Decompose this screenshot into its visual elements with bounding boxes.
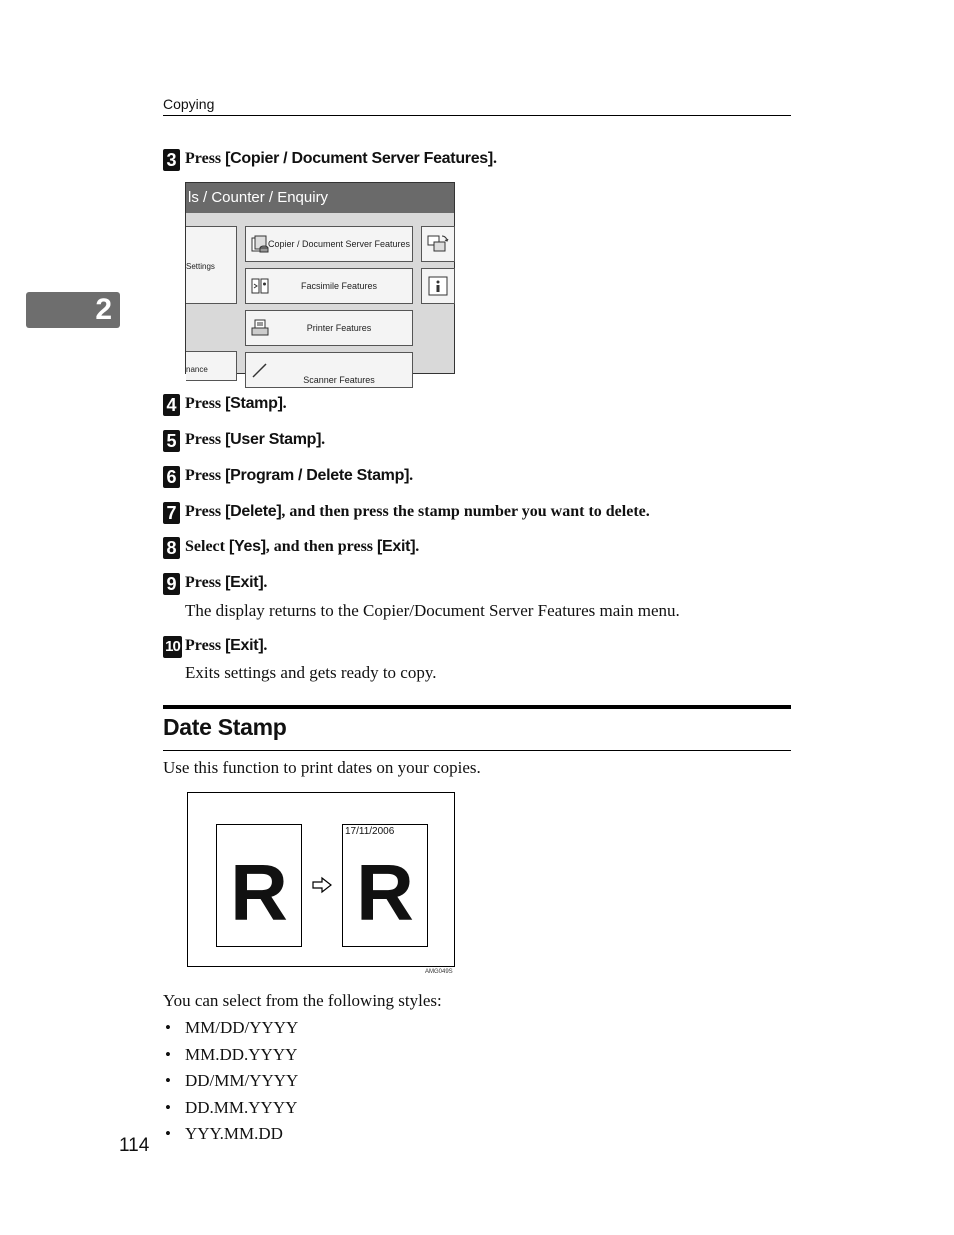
ui-key-name: [Exit]: [377, 538, 416, 555]
step-number: 9: [163, 573, 180, 595]
section-intro: Use this function to print dates on your copies.: [163, 758, 481, 777]
instruction-text: , and then press the stamp number you want to delete.: [281, 503, 650, 520]
page-number: 114: [119, 1135, 150, 1156]
instruction-text: Press: [185, 637, 226, 654]
list-item: • MM.DD.YYYY: [163, 1044, 298, 1071]
instruction-text: , and then press: [265, 538, 378, 555]
ui-key-name: [Stamp]: [225, 395, 283, 412]
ui-key-name: [Delete]: [225, 503, 282, 520]
instruction-text: .: [409, 467, 414, 484]
list-item: • DD/MM/YYYY: [163, 1070, 298, 1097]
copier-features-label: Copier / Document Server Features: [267, 238, 411, 249]
step-text: [185, 431, 325, 449]
step-text: [185, 395, 287, 413]
settings-side-button[interactable]: [186, 226, 237, 304]
step-text: [185, 150, 497, 168]
ui-key-name: [Exit]: [225, 574, 264, 591]
switch-screen-icon: [426, 233, 450, 255]
instruction-text: Select: [185, 538, 229, 555]
ui-key-name: [Copier / Document Server Features]: [225, 150, 493, 167]
running-head: Copying: [163, 96, 215, 112]
step-text: [185, 538, 419, 556]
chapter-tab: 2: [26, 292, 120, 328]
instruction-text: .: [415, 538, 420, 555]
section-rule-bottom: [163, 750, 791, 751]
step-number: 7: [163, 502, 180, 524]
step-text: [185, 574, 267, 592]
copier-icon: [250, 234, 270, 254]
instruction-text: Press: [185, 150, 226, 167]
list-item: • YYY.MM.DD: [163, 1123, 298, 1150]
list-item: • MM/DD/YYYY: [163, 1017, 298, 1044]
copy-sheet: [342, 824, 428, 947]
instruction-text: .: [263, 637, 268, 654]
ui-key-name: [User Stamp]: [225, 431, 322, 448]
fax-icon: [250, 276, 270, 296]
instruction-text: .: [492, 150, 497, 167]
facsimile-features-button[interactable]: [245, 268, 413, 304]
original-sheet: [216, 824, 302, 947]
step-number: 6: [163, 466, 180, 488]
printer-features-label: Printer Features: [306, 322, 372, 333]
styles-intro: You can select from the following styles:: [163, 991, 442, 1010]
style-list: [163, 1017, 298, 1150]
facsimile-features-label: Facsimile Features: [300, 280, 378, 291]
arrow-right-icon: [311, 877, 333, 893]
step-number: 8: [163, 537, 180, 559]
information-button[interactable]: [421, 268, 455, 304]
scanner-features-label: Scanner Features: [303, 374, 375, 385]
step-number: 10: [163, 636, 182, 658]
instruction-text: Press: [185, 395, 226, 412]
switch-screen-button[interactable]: [421, 226, 455, 262]
printer-features-button[interactable]: [245, 310, 413, 346]
instruction-text: Press: [185, 503, 226, 520]
ui-key-name: [Program / Delete Stamp]: [225, 467, 410, 484]
scanner-icon: [250, 361, 270, 381]
instruction-text: .: [282, 395, 287, 412]
control-panel-screenshot: [185, 182, 455, 385]
scanner-features-button[interactable]: [245, 352, 413, 388]
maintenance-label: nance: [186, 365, 208, 374]
ui-key-name: [Yes]: [228, 538, 266, 555]
instruction-text: Press: [185, 431, 226, 448]
original-letter: R: [230, 848, 288, 937]
info-icon: [427, 275, 449, 297]
instruction-text: Press: [185, 574, 226, 591]
step-number: 4: [163, 394, 180, 416]
maintenance-side-button[interactable]: [186, 351, 237, 381]
copy-letter: R: [356, 848, 414, 937]
copier-features-button[interactable]: [245, 226, 413, 262]
section-rule-top: [163, 705, 791, 709]
step-number: 5: [163, 430, 180, 452]
step-10-note: Exits settings and gets ready to copy.: [185, 663, 437, 682]
step-text: [185, 503, 650, 521]
list-item: • DD.MM.YYYY: [163, 1097, 298, 1124]
ui-key-name: [Exit]: [225, 637, 264, 654]
header-rule: [163, 115, 791, 116]
section-title: Date Stamp: [163, 714, 287, 740]
instruction-text: .: [321, 431, 326, 448]
step-text: [185, 467, 413, 485]
step-number: 3: [163, 149, 180, 171]
figure-code: AMG049S: [425, 969, 453, 975]
date-stamp-illustration: [187, 792, 455, 967]
instruction-text: .: [263, 574, 268, 591]
step-9-note: The display returns to the Copier/Document Server Features main menu.: [185, 601, 680, 620]
stamped-date: 17/11/2006: [345, 826, 395, 837]
printer-icon: [250, 318, 270, 338]
step-text: [185, 637, 267, 655]
panel-title: ls / Counter / Enquiry: [186, 183, 454, 213]
settings-label: Settings: [186, 262, 215, 271]
instruction-text: Press: [185, 467, 226, 484]
